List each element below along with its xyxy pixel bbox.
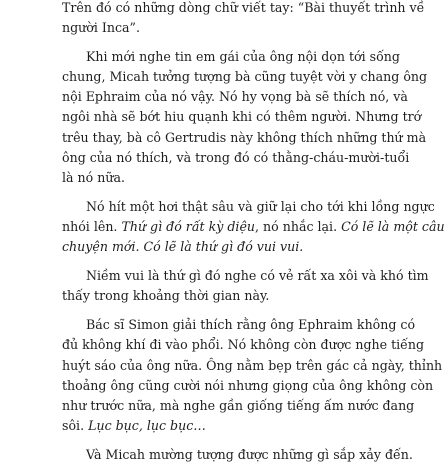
- text-run: huýt sáo của ông nữa. Ông nằm bẹp trên gác cả ngày, thỉnh: [62, 357, 443, 373]
- text-run: Bác sĩ Simon giải thích rằng ông Ephraim không có: [86, 317, 416, 333]
- text-line: [62, 128, 427, 148]
- text-run: Niềm vui là thứ gì đó nghe có vẻ rất xa xôi và khó tìm: [86, 268, 429, 284]
- text-line: [62, 396, 415, 416]
- italic-text: Có lẽ là một câu: [341, 218, 445, 234]
- paragraph: [62, 266, 429, 306]
- text-line: [62, 168, 357, 188]
- page-text: [62, 0, 445, 465]
- text-line: [62, 315, 416, 335]
- text-run: Khi mới nghe tin em gái của ông nội dọn tới sống: [86, 49, 400, 65]
- text-run: là nó nữa.: [62, 169, 125, 185]
- text-run: , nó nhắc lại.: [255, 218, 342, 234]
- text-run: ông của nó thích, và trong đó có thằng-cháu-mười-tuổi: [62, 149, 410, 165]
- text-run: nội Ephraim của nó vậy. Nó hy vọng bà sẽ thích nó, và: [62, 89, 408, 105]
- text-line: [62, 376, 434, 396]
- paragraph: [62, 0, 425, 38]
- text-run: thấy trong khoảng thời gian này.: [62, 288, 270, 304]
- text-run: Và Micah mường tượng được những gì sắp xảy đến.: [86, 446, 413, 462]
- text-run: Nó hít một hơi thật sâu và giữ lại cho tới khi lồng ngực: [86, 198, 435, 214]
- italic-text: Lục bục, lục bục…: [88, 417, 206, 433]
- text-run: ngôi nhà sẽ bớt hiu quạnh khi có thêm người. Nhưng trớ: [62, 109, 422, 125]
- text-line: [62, 107, 422, 127]
- text-line: [62, 217, 445, 237]
- text-line: [62, 0, 425, 18]
- text-run: nhói lên.: [62, 218, 122, 234]
- text-line: [62, 356, 443, 376]
- text-line: [62, 87, 408, 107]
- text-run: người Inca”.: [62, 20, 140, 36]
- italic-text: Thứ gì đó rất kỳ diệu: [121, 218, 256, 234]
- text-line: [62, 416, 357, 436]
- text-line: [62, 47, 400, 67]
- text-line: [62, 197, 435, 217]
- paragraph: [62, 197, 445, 257]
- text-run: thoảng ông cũng cười nói nhưng giọng của ông không còn: [62, 377, 434, 393]
- text-line: [62, 237, 357, 257]
- paragraph: [62, 315, 443, 436]
- text-run: đủ không khí đi vào phổi. Nó không còn được nghe tiếng: [62, 337, 425, 353]
- text-line: [62, 18, 357, 38]
- text-line: [62, 266, 429, 286]
- text-line: [62, 445, 413, 465]
- text-line: [62, 148, 410, 168]
- text-run: chung, Micah tưởng tượng bà cũng tuyệt vời y chang ông: [62, 69, 428, 85]
- text-line: [62, 286, 357, 306]
- paragraph: [62, 47, 428, 188]
- paragraph: [62, 445, 413, 465]
- text-run: như trước nữa, mà nghe gần giống tiếng ấm nước đang: [62, 397, 415, 413]
- text-run: Trên đó có những dòng chữ viết tay: “Bài thuyết trình về: [62, 0, 425, 15]
- italic-text: chuyện mới. Có lẽ là thứ gì đó vui vui.: [62, 239, 304, 255]
- text-line: [62, 67, 428, 87]
- text-run: sôi.: [62, 417, 89, 433]
- text-line: [62, 335, 425, 355]
- text-run: trêu thay, bà cô Gertrudis này không thích những thứ mà: [62, 129, 427, 145]
